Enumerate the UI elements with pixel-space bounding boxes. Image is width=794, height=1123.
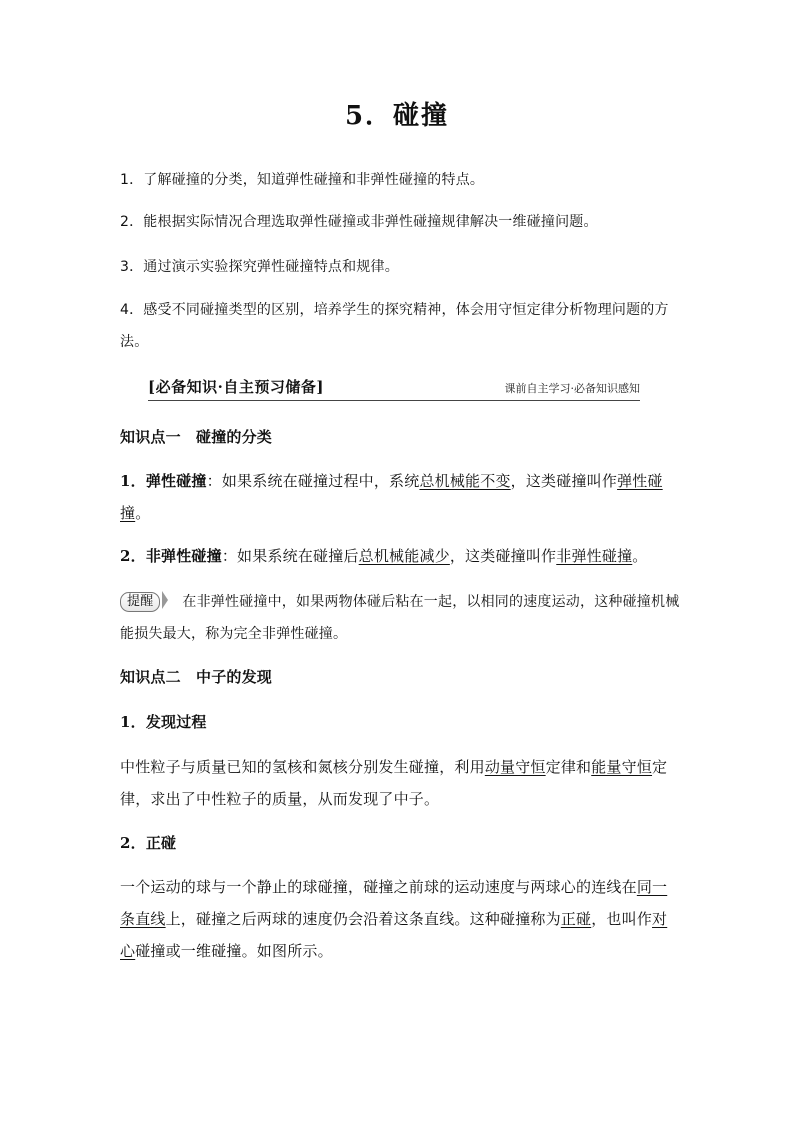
key-term: 能量守恒 xyxy=(591,758,653,776)
term-label: 1．弹性碰撞 xyxy=(120,472,207,490)
section-subtitle: 课前自主学习·必备知识感知 xyxy=(504,382,640,395)
subheading-head-on: 2．正碰 xyxy=(120,834,177,852)
head-on-paragraph xyxy=(120,871,680,967)
discovery-paragraph xyxy=(120,751,680,815)
text: ：如果系统在碰撞后 xyxy=(221,547,359,565)
text: ，这类碰撞叫作 xyxy=(510,472,618,490)
subheading-discovery: 1．发现过程 xyxy=(120,713,207,731)
key-term: 非弹性碰撞 xyxy=(556,547,633,565)
text: 上，碰撞之后两球的速度仍会沿着这条直线。这种碰撞称为 xyxy=(165,910,561,928)
text: 一个运动的球与一个静止的球碰撞，碰撞之前球的运动速度与两球心的连线在 xyxy=(120,878,637,896)
text: 碰撞或一维碰撞。如图所示。 xyxy=(135,942,333,960)
key-term: 对心 xyxy=(120,910,668,960)
knowledge-heading-1: 知识点一 碰撞的分类 xyxy=(120,428,273,446)
text: ，也叫作 xyxy=(591,910,653,928)
page-title: 5．碰撞 xyxy=(344,101,450,131)
key-term: 总机械能减少 xyxy=(358,547,450,565)
text: ，这类碰撞叫作 xyxy=(449,547,557,565)
text: 定律，求出了中性粒子的质量，从而发现了中子。 xyxy=(120,758,668,808)
text: 中性粒子与质量已知的氢核和氮核分别发生碰撞，利用 xyxy=(120,758,485,776)
objective-4: 4．感受不同碰撞类型的区别，培养学生的探究精神，体会用守恒定律分析物理问题的方法。 xyxy=(120,302,669,350)
text: ：如果系统在碰撞过程中，系统 xyxy=(206,472,420,490)
term-label: 2．非弹性碰撞 xyxy=(120,547,222,565)
section-title: [必备知识·自主预习储备] xyxy=(148,378,324,396)
elastic-collision-paragraph xyxy=(120,465,680,529)
text: 。 xyxy=(632,547,648,565)
tip-paragraph xyxy=(120,586,680,650)
text: 。 xyxy=(135,504,151,522)
inelastic-collision-paragraph xyxy=(120,540,690,572)
key-term: 正碰 xyxy=(560,910,592,928)
section-banner xyxy=(148,374,640,401)
key-term: 总机械能不变 xyxy=(419,472,511,490)
knowledge-heading-2: 知识点二 中子的发现 xyxy=(120,668,273,686)
objective-2: 2．能根据实际情况合理选取弹性碰撞或非弹性碰撞规律解决一维碰撞问题。 xyxy=(120,214,598,230)
text: 定律和 xyxy=(545,758,592,776)
objective-3: 3．通过演示实验探究弹性碰撞特点和规律。 xyxy=(120,259,399,275)
objective-1: 1．了解碰撞的分类，知道弹性碰撞和非弹性碰撞的特点。 xyxy=(120,172,485,188)
key-term: 同一条直线 xyxy=(120,878,668,928)
tip-text: 在非弹性碰撞中，如果两物体碰后粘在一起，以相同的速度运动，这种碰撞机械能损失最大，称为完全非弹性碰撞。 xyxy=(120,594,680,642)
tip-badge: 提醒 xyxy=(120,592,160,612)
key-term: 动量守恒 xyxy=(484,758,546,776)
tip-arrow-icon xyxy=(162,591,168,609)
key-term: 弹性碰撞 xyxy=(120,472,663,522)
